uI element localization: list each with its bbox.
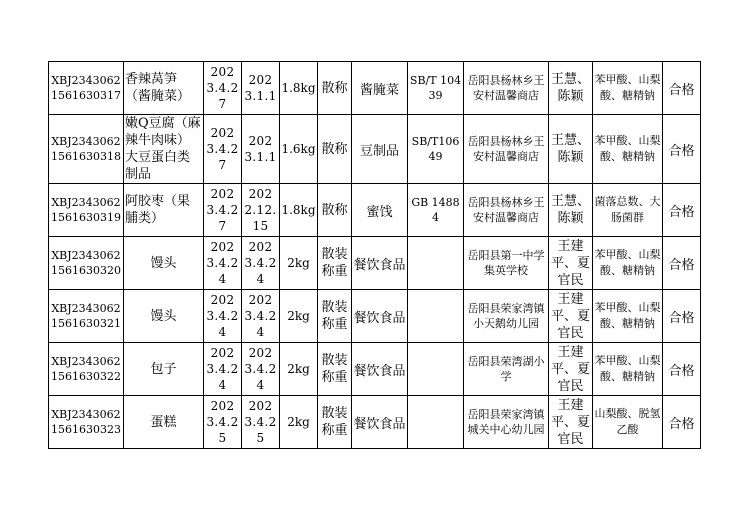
- product-name: 阿胶枣（果脯类）: [124, 184, 204, 237]
- brand: 散装称重: [318, 290, 352, 343]
- production-date: 2023.4.24: [204, 237, 242, 290]
- brand: 散称: [318, 62, 352, 115]
- production-date: 2023.4.25: [204, 396, 242, 449]
- food-category: 豆制品: [352, 115, 408, 184]
- brand: 散称: [318, 184, 352, 237]
- food-category: 餐饮食品: [352, 343, 408, 396]
- table-row: [49, 62, 701, 115]
- standard: SB/T 10439: [408, 62, 464, 115]
- table-row: [49, 396, 701, 449]
- inspectors: 王建平、夏官民: [549, 343, 593, 396]
- sampling-date: 2023.1.1: [242, 115, 280, 184]
- standard: GB 14884: [408, 184, 464, 237]
- product-name: 蛋糕: [124, 396, 204, 449]
- result: 合格: [663, 237, 701, 290]
- standard: [408, 343, 464, 396]
- table-row: [49, 237, 701, 290]
- production-date: 2023.4.24: [204, 343, 242, 396]
- production-date: 2023.4.24: [204, 290, 242, 343]
- food-category: 餐饮食品: [352, 237, 408, 290]
- production-date: 2023.4.27: [204, 62, 242, 115]
- specification: 1.8kg: [280, 62, 318, 115]
- brand: 散装称重: [318, 343, 352, 396]
- brand: 散称: [318, 115, 352, 184]
- inspectors: 王慧、陈颖: [549, 62, 593, 115]
- sampling-date: 2023.4.24: [242, 290, 280, 343]
- sampling-date: 2023.4.24: [242, 237, 280, 290]
- brand: 散装称重: [318, 237, 352, 290]
- result: 合格: [663, 62, 701, 115]
- inspectors: 王建平、夏官民: [549, 290, 593, 343]
- test-items: 苯甲酸、山梨酸、糖精钠: [593, 343, 663, 396]
- specification: 2kg: [280, 343, 318, 396]
- product-name: 馒头: [124, 237, 204, 290]
- inspectors: 王建平、夏官民: [549, 396, 593, 449]
- sampled-unit: 岳阳县荣家湾镇小天鹅幼儿园: [464, 290, 549, 343]
- food-category: 蜜饯: [352, 184, 408, 237]
- standard: SB/T10649: [408, 115, 464, 184]
- inspectors: 王慧、陈颖: [549, 115, 593, 184]
- result: 合格: [663, 343, 701, 396]
- product-name: 馒头: [124, 290, 204, 343]
- specification: 2kg: [280, 396, 318, 449]
- sample-code: XBJ23430621561630321: [49, 290, 124, 343]
- test-items: 苯甲酸、山梨酸、糖精钠: [593, 290, 663, 343]
- product-name: 包子: [124, 343, 204, 396]
- sample-code: XBJ23430621561630318: [49, 115, 124, 184]
- production-date: 2023.4.27: [204, 184, 242, 237]
- sampling-date: 2022.12.15: [242, 184, 280, 237]
- product-name: 嫩Q豆腐（麻辣牛肉味）大豆蛋白类制品: [124, 115, 204, 184]
- test-items: 山梨酸、脱氢乙酸: [593, 396, 663, 449]
- food-category: 餐饮食品: [352, 290, 408, 343]
- test-items: 苯甲酸、山梨酸、糖精钠: [593, 62, 663, 115]
- table-row: [49, 184, 701, 237]
- inspectors: 王慧、陈颖: [549, 184, 593, 237]
- sample-code: XBJ23430621561630323: [49, 396, 124, 449]
- sampled-unit: 岳阳县杨林乡王安村温馨商店: [464, 62, 549, 115]
- brand: 散装称重: [318, 396, 352, 449]
- production-date: 2023.4.27: [204, 115, 242, 184]
- sampled-unit: 岳阳县荣家湾镇城关中心幼儿园: [464, 396, 549, 449]
- result: 合格: [663, 184, 701, 237]
- sampling-date: 2023.4.24: [242, 343, 280, 396]
- sampled-unit: 岳阳县杨林乡王安村温馨商店: [464, 184, 549, 237]
- test-items: 苯甲酸、山梨酸、糖精钠: [593, 115, 663, 184]
- sampled-unit: 岳阳县第一中学集英学校: [464, 237, 549, 290]
- result: 合格: [663, 290, 701, 343]
- standard: [408, 396, 464, 449]
- table-row: [49, 115, 701, 184]
- sampled-unit: 岳阳县荣湾湖小学: [464, 343, 549, 396]
- food-category: 餐饮食品: [352, 396, 408, 449]
- table-row: [49, 290, 701, 343]
- test-items: 苯甲酸、山梨酸、糖精钠: [593, 237, 663, 290]
- sampling-date: 2023.1.1: [242, 62, 280, 115]
- sample-code: XBJ23430621561630322: [49, 343, 124, 396]
- inspection-table: [48, 61, 701, 449]
- sampling-date: 2023.4.25: [242, 396, 280, 449]
- product-name: 香辣莴笋（酱腌菜）: [124, 62, 204, 115]
- sample-code: XBJ23430621561630319: [49, 184, 124, 237]
- test-items: 菌落总数、大肠菌群: [593, 184, 663, 237]
- sample-code: XBJ23430621561630320: [49, 237, 124, 290]
- sampled-unit: 岳阳县杨林乡王安村温馨商店: [464, 115, 549, 184]
- specification: 1.6kg: [280, 115, 318, 184]
- table-row: [49, 343, 701, 396]
- standard: [408, 290, 464, 343]
- result: 合格: [663, 115, 701, 184]
- specification: 1.8kg: [280, 184, 318, 237]
- specification: 2kg: [280, 290, 318, 343]
- food-category: 酱腌菜: [352, 62, 408, 115]
- specification: 2kg: [280, 237, 318, 290]
- sample-code: XBJ23430621561630317: [49, 62, 124, 115]
- standard: [408, 237, 464, 290]
- result: 合格: [663, 396, 701, 449]
- inspectors: 王建平、夏官民: [549, 237, 593, 290]
